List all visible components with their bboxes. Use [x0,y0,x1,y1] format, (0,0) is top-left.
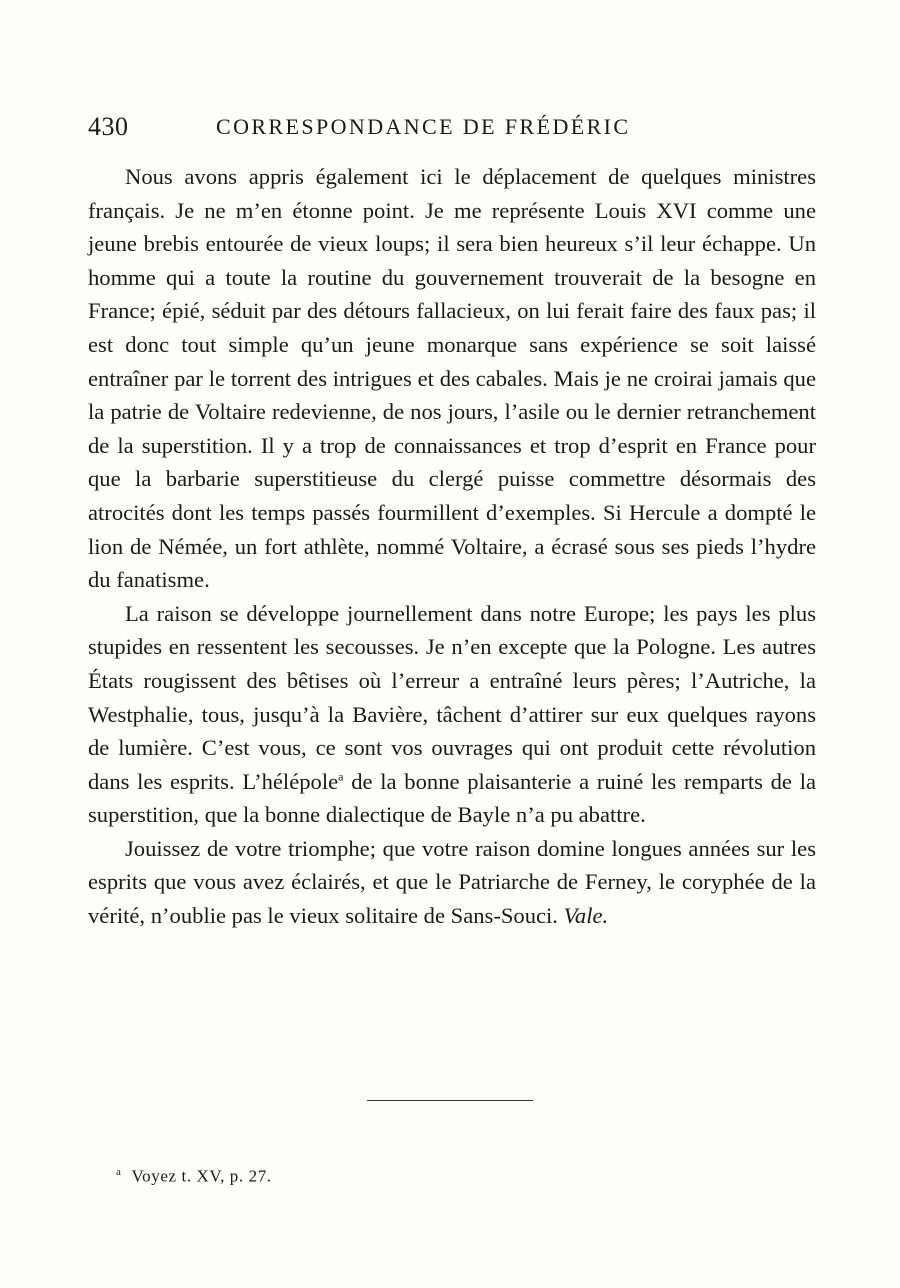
footnote-text: Voyez t. XV, p. 27. [131,1166,272,1186]
paragraph-1: Nous avons appris également ici le déplacement de quelques ministres français. Je ne m’en étonne point. Je me représente Louis XVI comme une jeune brebis entourée de vieux loups; il sera bien heureux s’il leur échappe. Un homme qui a toute la routine du gouvernement trouverait de la besogne en France; épié, séduit par des détours fallacieux, on lui ferait faire des faux pas; il est donc tout simple qu’un jeune monarque sans expérience se soit laissé entraîner par le torrent des intrigues et des cabales. Mais je ne croirai jamais que la patrie de Voltaire redevienne, de nos jours, l’asile ou le dernier retranchement de la superstition. Il y a trop de connaissances et trop d’esprit en France pour que la barbarie superstitieuse du clergé puisse commettre désormais des atrocités dont les temps passés fourmillent d’exemples. Si Hercule a dompté le lion de Némée, un fort athlète, nommé Voltaire, a écrasé sous ses pieds l’hydre du fanatisme. [88,164,816,593]
paragraph-2-text-a: La raison se développe journellement dans notre Europe; les pays les plus stupides en ressentent les secousses. Je n’en excepte que la Pologne. Les autres États rougissent des bêtises où l’erreur a entraîné leurs pères; l’Autriche, la Westphalie, tous, jusqu’à la Bavière, tâchent d’attirer sur eux quelques rayons de lumière. C’est vous, ce sont vos ouvrages qui ont produit cette révolution dans les esprits. L’hélépole [88,600,816,794]
running-title: CORRESPONDANCE DE FRÉDÉRIC [216,114,631,139]
paragraph-2 [88,597,816,832]
footnote [116,1166,272,1187]
closing-vale: Vale. [563,903,609,929]
paragraph-3 [88,832,816,933]
letter-body [88,160,816,933]
running-header [88,112,688,146]
paragraph-3-text: Jouissez de votre triomphe; que votre raison domine longues années sur les esprits que vous avez éclairés, et que le Patriarche de Ferney, le coryphée de la vérité, n’oublie pas le vieux solitaire de Sans-Souci. [88,835,816,929]
footnote-mark: a [116,1166,122,1178]
footnote-divider [367,1100,533,1101]
page-number: 430 [88,112,129,141]
footnote-reference[interactable]: a [338,769,344,784]
paragraph-2-text-b: de la bonne plaisanterie a ruiné les remparts de la superstition, que la bonne dialectique de Bayle n’a pu abattre. [88,768,816,828]
